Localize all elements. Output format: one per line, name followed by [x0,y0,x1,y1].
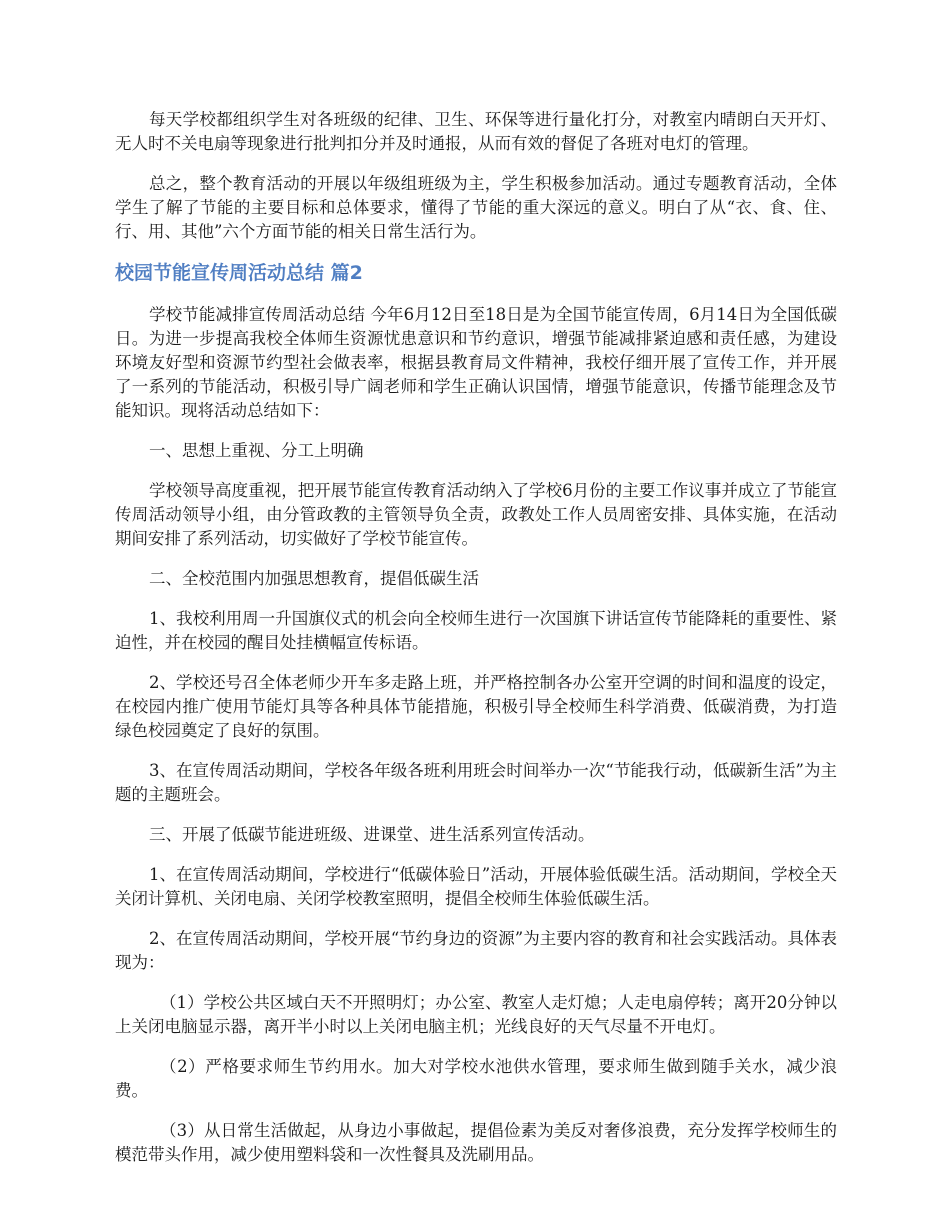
paragraph-sub-2: （2）严格要求师生节约用水。加大对学校水池供水管理，要求师生做到随手关水，减少浪费。 [115,1057,837,1100]
section-heading: 校园节能宣传周活动总结 篇2 [115,262,363,284]
paragraph-item-3: 3、在宣传周活动期间，学校各年级各班利用班会时间举办一次“节能我行动，低碳新生活”为主题的主题班会。 [115,761,837,804]
paragraph-item-1: 1、我校利用周一升国旗仪式的机会向全校师生进行一次国旗下讲话宣传节能降耗的重要性、紧迫性，并在校园的醒目处挂横幅宣传标语。 [115,609,837,652]
paragraph-sub-3: （3）从日常生活做起，从身边小事做起，提倡俭素为美反对奢侈浪费，充分发挥学校师生的模范带头作用，减少使用塑料袋和一次性餐具及洗刷用品。 [115,1121,837,1164]
paragraph-intro: 学校节能减排宣传周活动总结 今年6月12日至18日是为全国节能宣传周，6月14日为全国低碳日。为进一步提高我校全体师生资源忧患意识和节约意识，增强节能减排紧迫感和责任感，为建设环境友好型和资源节约型社会做表率，根据县教育局文件精神，我校仔细开展了宣传工作，并开展了一系列的节能活动，积极引导广阔老师和学生正确认识国情，增强节能意识，传播节能理念及节能知识。现将活动总结如下： [115,305,837,420]
subheading-three: 三、开展了低碳节能进班级、进课堂、进生活系列宣传活动。 [149,825,595,844]
paragraph-sub-1: （1）学校公共区域白天不开照明灯；办公室、教室人走灯熄；人走电扇停转；离开20分钟以上关闭电脑显示器，离开半小时以上关闭电脑主机；光线良好的天气尽量不开电灯。 [115,993,837,1036]
paragraph-low-carbon-day: 1、在宣传周活动期间，学校进行“低碳体验日”活动，开展体验低碳生活。活动期间，学校全天关闭计算机、关闭电扇、关闭学校教室照明，提倡全校师生体验低碳生活。 [115,865,837,908]
paragraph-conclusion: 总之，整个教育活动的开展以年级组班级为主，学生积极参加活动。通过专题教育活动，全体学生了解了节能的主要目标和总体要求，懂得了节能的重大深远的意义。明白了从“衣、食、住、行、用、其他”六个方面节能的相关日常生活行为。 [115,174,837,241]
paragraph-item-2: 2、学校还号召全体老师少开车多走路上班，并严格控制各办公室开空调的时间和温度的设定，在校园内推广使用节能灯具等各种具体节能措施，积极引导全校师生科学消费、低碳消费，为打造绿色校园奠定了良好的氛围。 [115,673,837,740]
document-page [115,108,837,1183]
paragraph-lighting-management: 每天学校都组织学生对各班级的纪律、卫生、环保等进行量化打分，对教室内晴朗白天开灯、无人时不关电扇等现象进行批判扣分并及时通报，从而有效的督促了各班对电灯的管理。 [115,110,837,153]
paragraph-leadership: 学校领导高度重视，把开展节能宣传教育活动纳入了学校6月份的主要工作议事并成立了节能宣传周活动领导小组，由分管政教的主管领导负全责，政教处工作人员周密安排、具体实施，在活动期间安排了系列活动，切实做好了学校节能宣传。 [115,481,837,548]
subheading-two: 二、全校范围内加强思想教育，提倡低碳生活 [149,569,479,588]
paragraph-save-resources: 2、在宣传周活动期间，学校开展“节约身边的资源”为主要内容的教育和社会实践活动。具体表现为： [115,929,837,972]
subheading-one: 一、思想上重视、分工上明确 [149,441,364,460]
